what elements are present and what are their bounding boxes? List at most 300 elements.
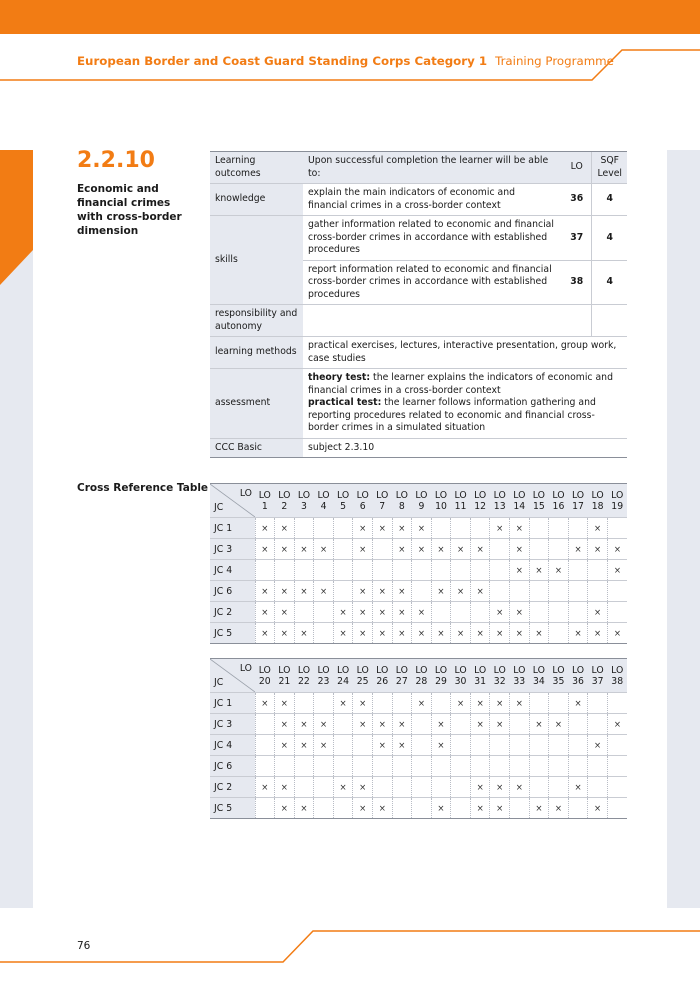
- xref-mark-cell: [451, 693, 471, 714]
- assessment-row: [210, 369, 627, 439]
- xref-mark-cell: [568, 539, 588, 560]
- cross-mark: ×: [280, 698, 288, 709]
- xref-mark-cell: [451, 581, 471, 602]
- responsibility-sqf: [592, 305, 627, 337]
- cross-mark: ×: [300, 586, 308, 597]
- ccc-row: [210, 438, 627, 458]
- xref-empty-cell: [451, 560, 471, 581]
- table-header-row: [210, 152, 627, 184]
- methods-row: [210, 337, 627, 369]
- lo-number: 7: [379, 500, 386, 512]
- table-row: [210, 714, 627, 735]
- xref-empty-cell: [333, 714, 353, 735]
- jc-label: JC 4: [210, 735, 255, 756]
- xref-empty-cell: [490, 539, 510, 560]
- xref-header-row: [210, 484, 627, 518]
- xref-mark-cell: [588, 798, 608, 819]
- running-header: [77, 54, 614, 68]
- xref-column-header: [431, 484, 451, 518]
- lo-number: 13: [493, 500, 506, 512]
- xref-mark-cell: [392, 581, 412, 602]
- xref-empty-cell: [412, 560, 432, 581]
- cross-mark: ×: [594, 544, 602, 555]
- table-row: [210, 798, 627, 819]
- xref-mark-cell: [431, 798, 451, 819]
- xref-empty-cell: [549, 518, 569, 539]
- cross-mark: ×: [515, 523, 523, 534]
- cross-mark: ×: [359, 698, 367, 709]
- xref-mark-cell: [588, 602, 608, 623]
- xref-empty-cell: [275, 560, 295, 581]
- xref-mark-cell: [353, 777, 373, 798]
- methods-text: practical exercises, lectures, interactive presentation, group work, case studies: [303, 337, 627, 369]
- methods-label: learning methods: [210, 337, 303, 369]
- xref-mark-cell: [353, 518, 373, 539]
- lo-prefix: LO: [434, 489, 448, 501]
- xref-mark-cell: [549, 714, 569, 735]
- xref-mark-cell: [372, 518, 392, 539]
- jc-label: JC 1: [210, 693, 255, 714]
- xref-mark-cell: [529, 798, 549, 819]
- cross-mark: ×: [280, 782, 288, 793]
- lo-prefix: LO: [258, 664, 271, 676]
- jc-label: JC 4: [210, 560, 255, 581]
- cross-mark: ×: [261, 523, 269, 534]
- cross-mark: ×: [359, 523, 367, 534]
- xref-mark-cell: [333, 693, 353, 714]
- xref-column-header: [275, 659, 295, 693]
- cross-mark: ×: [594, 523, 602, 534]
- cross-mark: ×: [535, 719, 543, 730]
- xref-mark-cell: [314, 539, 334, 560]
- xref-mark-cell: [255, 581, 275, 602]
- jc-label: JC 2: [210, 602, 255, 623]
- xref-mark-cell: [294, 623, 314, 644]
- xref-corner: [210, 484, 255, 518]
- xref-empty-cell: [353, 735, 373, 756]
- xref-empty-cell: [529, 693, 549, 714]
- xref-empty-cell: [333, 735, 353, 756]
- xref-empty-cell: [588, 756, 608, 777]
- xref-mark-cell: [431, 735, 451, 756]
- xref-mark-cell: [333, 602, 353, 623]
- lo-number: 3: [300, 500, 307, 512]
- table-row: [210, 756, 627, 777]
- xref-mark-cell: [275, 581, 295, 602]
- xref-mark-cell: [412, 539, 432, 560]
- xref-mark-cell: [372, 623, 392, 644]
- lo-prefix: LO: [611, 489, 624, 501]
- xref-mark-cell: [431, 539, 451, 560]
- cross-mark: ×: [476, 698, 484, 709]
- xref-empty-cell: [549, 735, 569, 756]
- lo-number: 38: [611, 675, 624, 687]
- knowledge-label: knowledge: [210, 184, 303, 216]
- xref-mark-cell: [275, 623, 295, 644]
- learning-outcomes-table: [210, 151, 627, 458]
- section-title: Economic and financial crimes with cross-border dimension: [77, 183, 182, 237]
- lo-prefix: LO: [532, 489, 545, 501]
- xref-mark-cell: [392, 539, 412, 560]
- xref-empty-cell: [333, 518, 353, 539]
- xref-empty-cell: [529, 518, 549, 539]
- lo-prefix: LO: [317, 489, 330, 501]
- cross-mark: ×: [280, 607, 288, 618]
- theory-test-label: theory test:: [308, 372, 371, 383]
- xref-empty-cell: [314, 602, 334, 623]
- xref-mark-cell: [490, 777, 510, 798]
- cross-mark: ×: [261, 698, 269, 709]
- xref-mark-cell: [588, 623, 608, 644]
- header-subtitle: Training Programme: [495, 54, 614, 68]
- jc-label: JC 1: [210, 518, 255, 539]
- table-row: [210, 735, 627, 756]
- xref-mark-cell: [510, 518, 530, 539]
- skills-sqf-2: 4: [592, 260, 627, 305]
- cross-mark: ×: [398, 523, 406, 534]
- xref-column-header: [510, 659, 530, 693]
- xref-column-header: [333, 659, 353, 693]
- practical-test-text: the learner follows information gathering and reporting procedures related to economic and financial cross-border crimes in a simulated situation: [308, 397, 596, 433]
- lo-number: 30: [454, 675, 467, 687]
- lo-number: 31: [474, 675, 487, 687]
- xref-empty-cell: [294, 602, 314, 623]
- xref-mark-cell: [510, 602, 530, 623]
- xref-empty-cell: [607, 777, 627, 798]
- cross-mark: ×: [417, 523, 425, 534]
- cross-mark: ×: [280, 719, 288, 730]
- xref-mark-cell: [294, 581, 314, 602]
- xref-empty-cell: [607, 693, 627, 714]
- cross-mark: ×: [319, 719, 328, 730]
- table-row: [210, 602, 627, 623]
- left-orange-tab: [0, 150, 33, 285]
- lo-prefix: LO: [591, 489, 604, 501]
- xref-mark-cell: [372, 581, 392, 602]
- cross-mark: ×: [359, 719, 367, 730]
- xref-empty-cell: [510, 714, 530, 735]
- xref-mark-cell: [275, 777, 295, 798]
- lo-number: 25: [356, 675, 369, 687]
- lo-prefix: LO: [395, 664, 408, 676]
- xref-empty-cell: [490, 560, 510, 581]
- xref-mark-cell: [333, 777, 353, 798]
- xref-mark-cell: [255, 518, 275, 539]
- xref-column-header: [314, 659, 334, 693]
- cross-mark: ×: [378, 607, 386, 618]
- xref-mark-cell: [275, 693, 295, 714]
- xref-empty-cell: [314, 560, 334, 581]
- jc-label: JC 5: [210, 623, 255, 644]
- xref-mark-cell: [353, 623, 373, 644]
- xref-empty-cell: [333, 539, 353, 560]
- cross-mark: ×: [378, 523, 386, 534]
- lo-number: 10: [435, 500, 447, 512]
- xref-mark-cell: [353, 581, 373, 602]
- cross-mark: ×: [574, 698, 582, 709]
- xref-empty-cell: [568, 518, 588, 539]
- cross-mark: ×: [613, 719, 622, 730]
- xref-mark-cell: [353, 602, 373, 623]
- skills-lo-1: 37: [562, 216, 592, 261]
- xref-empty-cell: [490, 581, 510, 602]
- xref-column-header: [529, 659, 549, 693]
- xref-empty-cell: [431, 518, 451, 539]
- xref-mark-cell: [568, 777, 588, 798]
- cross-mark: ×: [319, 740, 328, 751]
- xref-mark-cell: [372, 735, 392, 756]
- jc-label: JC 6: [210, 581, 255, 602]
- cross-mark: ×: [398, 586, 406, 597]
- xref-column-header: [431, 659, 451, 693]
- lo-number: 1: [261, 500, 268, 512]
- xref-mark-cell: [431, 623, 451, 644]
- cross-mark: ×: [417, 628, 425, 639]
- xref-mark-cell: [333, 623, 353, 644]
- cross-mark: ×: [535, 803, 543, 814]
- xref-mark-cell: [490, 798, 510, 819]
- cross-mark: ×: [476, 628, 484, 639]
- jc-label: JC 3: [210, 539, 255, 560]
- cross-mark: ×: [515, 607, 523, 618]
- cross-mark: ×: [437, 803, 445, 814]
- lo-prefix: LO: [317, 664, 330, 676]
- xref-mark-cell: [529, 714, 549, 735]
- cross-mark: ×: [378, 803, 386, 814]
- xref-mark-cell: [353, 798, 373, 819]
- cross-mark: ×: [594, 607, 602, 618]
- cross-mark: ×: [319, 586, 328, 597]
- lo-number: 27: [395, 675, 408, 687]
- xref-empty-cell: [314, 756, 334, 777]
- table-row: [210, 539, 627, 560]
- xref-column-header: [333, 484, 353, 518]
- jc-label: JC 6: [210, 756, 255, 777]
- cross-reference-table-2: [210, 658, 627, 819]
- xref-mark-cell: [490, 693, 510, 714]
- cross-mark: ×: [437, 544, 445, 555]
- xref-empty-cell: [255, 735, 275, 756]
- xref-empty-cell: [568, 714, 588, 735]
- lo-prefix: LO: [356, 664, 369, 676]
- cross-mark: ×: [300, 803, 308, 814]
- xref-mark-cell: [490, 623, 510, 644]
- lo-number: 36: [572, 675, 584, 687]
- skills-sqf-1: 4: [592, 216, 627, 261]
- xref-mark-cell: [314, 581, 334, 602]
- xref-empty-cell: [392, 756, 412, 777]
- page-number: 76: [77, 940, 91, 952]
- xref-empty-cell: [412, 777, 432, 798]
- cross-mark: ×: [359, 586, 367, 597]
- cross-mark: ×: [457, 628, 465, 639]
- cross-mark: ×: [594, 803, 602, 814]
- xref-mark-cell: [392, 735, 412, 756]
- xref-mark-cell: [470, 623, 490, 644]
- xref-mark-cell: [353, 539, 373, 560]
- xref-empty-cell: [490, 735, 510, 756]
- cross-mark: ×: [261, 586, 269, 597]
- lo-number: 35: [552, 675, 565, 687]
- lo-number: 16: [552, 500, 565, 512]
- xref-column-header: [607, 659, 627, 693]
- lo-number: 15: [532, 500, 545, 512]
- lo-number: 21: [278, 675, 291, 687]
- xref-mark-cell: [275, 539, 295, 560]
- xref-mark-cell: [529, 560, 549, 581]
- cross-mark: ×: [378, 628, 386, 639]
- xref-empty-cell: [451, 777, 471, 798]
- xref-empty-cell: [372, 693, 392, 714]
- lo-prefix: LO: [278, 664, 291, 676]
- cross-mark: ×: [515, 782, 523, 793]
- cross-mark: ×: [339, 607, 347, 618]
- cross-mark: ×: [496, 628, 504, 639]
- xref-mark-cell: [568, 623, 588, 644]
- lo-prefix: LO: [454, 664, 467, 676]
- cross-mark: ×: [378, 586, 386, 597]
- xref-empty-cell: [372, 777, 392, 798]
- knowledge-lo: 36: [562, 184, 592, 216]
- xref-empty-cell: [470, 602, 490, 623]
- xref-empty-cell: [510, 798, 530, 819]
- lo-prefix: LO: [591, 664, 604, 676]
- xref-empty-cell: [431, 693, 451, 714]
- xref-empty-cell: [529, 735, 549, 756]
- xref-empty-cell: [314, 518, 334, 539]
- xref-empty-cell: [451, 756, 471, 777]
- xref-mark-cell: [255, 693, 275, 714]
- xref-empty-cell: [451, 798, 471, 819]
- lo-prefix: LO: [611, 664, 624, 676]
- xref-mark-cell: [470, 798, 490, 819]
- xref-empty-cell: [588, 693, 608, 714]
- xref-mark-cell: [314, 714, 334, 735]
- xref-empty-cell: [568, 602, 588, 623]
- xref-mark-cell: [510, 539, 530, 560]
- xref-mark-cell: [412, 693, 432, 714]
- xref-empty-cell: [451, 518, 471, 539]
- xref-mark-cell: [470, 714, 490, 735]
- xref-empty-cell: [451, 714, 471, 735]
- lo-prefix: LO: [337, 664, 350, 676]
- lo-prefix: LO: [376, 664, 389, 676]
- xref-empty-cell: [294, 756, 314, 777]
- corner-lo-label: LO: [239, 488, 252, 499]
- xref-mark-cell: [372, 798, 392, 819]
- cross-mark: ×: [280, 803, 288, 814]
- skills-label: skills: [210, 216, 303, 305]
- xref-mark-cell: [255, 777, 275, 798]
- xref-empty-cell: [607, 735, 627, 756]
- xref-empty-cell: [470, 518, 490, 539]
- skills-lo-2: 38: [562, 260, 592, 305]
- cross-mark: ×: [535, 628, 543, 639]
- xref-empty-cell: [510, 581, 530, 602]
- xref-mark-cell: [607, 560, 627, 581]
- xref-mark-cell: [294, 735, 314, 756]
- xref-empty-cell: [451, 735, 471, 756]
- xref-column-header: [412, 484, 432, 518]
- xref-empty-cell: [529, 756, 549, 777]
- lo-prefix: LO: [356, 489, 369, 501]
- xref-empty-cell: [372, 560, 392, 581]
- xref-column-header: [451, 659, 471, 693]
- xref-empty-cell: [333, 798, 353, 819]
- skills-row: [210, 216, 627, 261]
- lo-number: 6: [359, 500, 366, 512]
- xref-column-header: [588, 484, 608, 518]
- header-text: Upon successful completion the learner will be able to:: [303, 152, 562, 184]
- table-row: [210, 693, 627, 714]
- cross-mark: ×: [339, 628, 347, 639]
- xref-column-header: [490, 659, 510, 693]
- lo-number: 9: [418, 500, 425, 512]
- xref-empty-cell: [510, 756, 530, 777]
- xref-empty-cell: [294, 518, 314, 539]
- xref-column-header: [412, 659, 432, 693]
- header-lo: LO: [562, 152, 592, 184]
- cross-mark: ×: [457, 544, 465, 555]
- xref-mark-cell: [294, 798, 314, 819]
- lo-number: 32: [493, 675, 506, 687]
- lo-prefix: LO: [454, 489, 467, 501]
- cross-mark: ×: [613, 628, 622, 639]
- cross-reference-title: Cross Reference Table: [77, 482, 209, 494]
- xref-empty-cell: [529, 602, 549, 623]
- cross-mark: ×: [339, 698, 347, 709]
- lo-number: 11: [454, 500, 467, 512]
- skills-text-1: gather information related to economic and financial cross-border crimes in accordance with established procedures: [303, 216, 562, 261]
- xref-mark-cell: [255, 602, 275, 623]
- header-sqf: SQF Level: [592, 152, 627, 184]
- lo-prefix: LO: [258, 489, 271, 501]
- xref-empty-cell: [588, 560, 608, 581]
- xref-mark-cell: [568, 693, 588, 714]
- cross-mark: ×: [594, 628, 602, 639]
- section-number: 2.2.10: [77, 148, 155, 173]
- xref-mark-cell: [510, 560, 530, 581]
- xref-empty-cell: [549, 777, 569, 798]
- lo-prefix: LO: [474, 489, 487, 501]
- cross-mark: ×: [515, 698, 523, 709]
- lo-prefix: LO: [376, 489, 389, 501]
- cross-mark: ×: [280, 740, 288, 751]
- theory-test-text: the learner explains the indicators of economic and financial crimes in a cross-border context: [308, 372, 613, 396]
- xref-empty-cell: [255, 560, 275, 581]
- xref-column-header: [392, 659, 412, 693]
- xref-column-header: [392, 484, 412, 518]
- cross-mark: ×: [300, 740, 308, 751]
- xref-empty-cell: [353, 560, 373, 581]
- cross-mark: ×: [574, 628, 582, 639]
- assessment-text: [303, 369, 627, 439]
- xref-column-header: [588, 659, 608, 693]
- xref-column-header: [353, 484, 373, 518]
- corner-jc-label: JC: [214, 677, 224, 688]
- cross-mark: ×: [417, 698, 425, 709]
- xref-column-header: [549, 659, 569, 693]
- xref-mark-cell: [255, 623, 275, 644]
- cross-mark: ×: [437, 740, 445, 751]
- xref-empty-cell: [412, 735, 432, 756]
- cross-mark: ×: [417, 544, 425, 555]
- xref-empty-cell: [607, 756, 627, 777]
- xref-mark-cell: [275, 602, 295, 623]
- xref-mark-cell: [470, 539, 490, 560]
- xref-mark-cell: [588, 518, 608, 539]
- xref-empty-cell: [314, 777, 334, 798]
